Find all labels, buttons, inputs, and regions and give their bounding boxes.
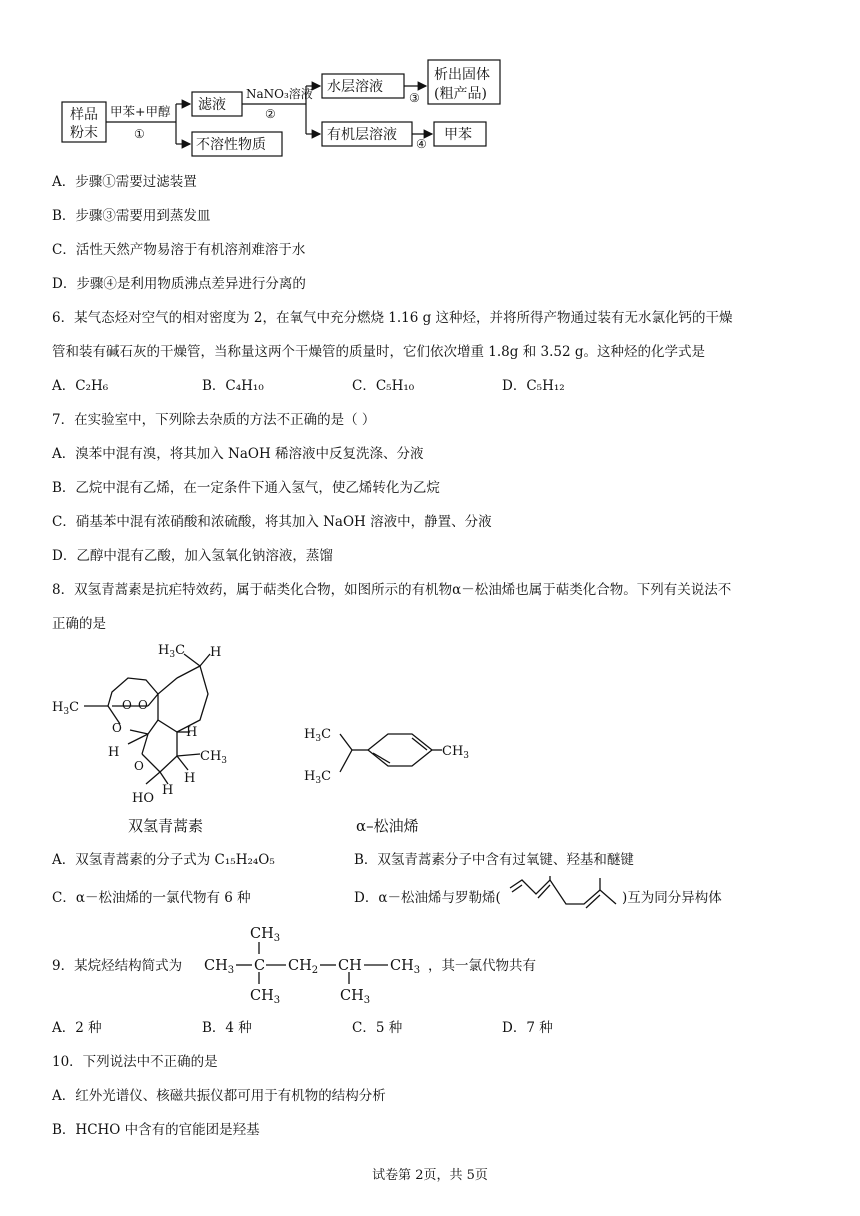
svg-text:O: O bbox=[112, 721, 122, 735]
flow-step1: ① bbox=[134, 127, 145, 141]
q9-stem-before: 9．某烷烃结构简式为 bbox=[52, 958, 183, 974]
q5-option-b: B．步骤③需要用到蒸发皿 bbox=[52, 208, 211, 224]
q6-option-c: C．C₅H₁₀ bbox=[352, 378, 415, 394]
q10-option-b: B．HCHO 中含有的官能团是羟基 bbox=[52, 1122, 260, 1138]
q5-option-a: A．步骤①需要过滤装置 bbox=[52, 174, 197, 190]
q8-stem-line1: 8．双氢青蒿素是抗疟特效药，属于萜类化合物，如图所示的有机物α－松油烯也属于萜类化合物。下列有关说法不 bbox=[52, 582, 732, 598]
alpha-terpinene-structure bbox=[300, 710, 480, 800]
q6-stem-line1: 6．某气态烃对空气的相对密度为 2，在氧气中充分燃烧 1.16 g 这种烃，并将所得产物通过装有无水氯化钙的干燥 bbox=[52, 310, 733, 326]
svg-text:H: H bbox=[210, 645, 222, 660]
svg-text:CH3: $CH_3$ bbox=[204, 958, 235, 976]
svg-text:CH3: $CH_3$ bbox=[442, 744, 470, 761]
svg-text:H3C: $H_3C$ bbox=[304, 727, 332, 744]
svg-text:CH3: $CH_3$ bbox=[340, 988, 371, 1006]
flow-step2: ② bbox=[265, 107, 276, 121]
q6-options bbox=[52, 376, 812, 396]
svg-text:O: O bbox=[122, 698, 132, 712]
separation-flowchart bbox=[60, 58, 510, 158]
svg-text:H: H bbox=[184, 771, 196, 786]
q9-stem-after: ，其一氯代物共有 bbox=[428, 958, 536, 974]
q10-option-a: A．红外光谱仪、核磁共振仪都可用于有机物的结构分析 bbox=[52, 1088, 386, 1104]
dihydroartemisinin-structure bbox=[50, 636, 270, 808]
q5-option-d: D．步骤④是利用物质沸点差异进行分离的 bbox=[52, 276, 306, 292]
svg-text:H3C: $H_3C$ bbox=[52, 700, 80, 717]
svg-text:C: C bbox=[254, 958, 266, 974]
svg-text:O: O bbox=[134, 759, 144, 773]
svg-text:CH2: $CH_2$ bbox=[288, 958, 319, 976]
q9-option-c: C．5 种 bbox=[352, 1020, 403, 1036]
q9-option-a: A．2 种 bbox=[52, 1020, 102, 1036]
flow-step4: ④ bbox=[416, 137, 427, 151]
q8-option-b: B．双氢青蒿素分子中含有过氧键、羟基和醚键 bbox=[354, 852, 634, 868]
flow-precipitate-2: (粗产品) bbox=[434, 86, 487, 102]
flow-precipitate-1: 析出固体 bbox=[434, 67, 490, 83]
q8-option-c: C．α－松油烯的一氯代物有 6 种 bbox=[52, 890, 251, 906]
svg-text:H3C: $H_3C$ bbox=[304, 769, 332, 786]
q8-stem-line2: 正确的是 bbox=[52, 616, 106, 632]
flow-toluene: 甲苯 bbox=[444, 127, 472, 143]
q7-stem: 7．在实验室中，下列除去杂质的方法不正确的是（ ） bbox=[52, 412, 376, 428]
page-footer: 试卷第 2页，共 5页 bbox=[372, 1168, 488, 1183]
mol1-caption: 双氢青蒿素 bbox=[128, 817, 204, 835]
q8-option-d-before: D．α－松油烯与罗勒烯( bbox=[354, 890, 501, 906]
svg-text:O: O bbox=[138, 698, 148, 712]
flow-organic-layer: 有机层溶液 bbox=[327, 127, 397, 143]
q9-option-b: B．4 种 bbox=[202, 1020, 252, 1036]
q5-option-c: C．活性天然产物易溶于有机溶剂难溶于水 bbox=[52, 242, 306, 258]
svg-text:H: H bbox=[186, 725, 198, 740]
svg-text:H: H bbox=[108, 745, 120, 760]
flow-solvent: 甲苯+甲醇 bbox=[110, 104, 171, 119]
flow-insoluble: 不溶性物质 bbox=[196, 137, 266, 153]
q8-option-d-after: )互为同分异构体 bbox=[622, 890, 722, 906]
svg-text:CH3: $CH_3$ bbox=[390, 958, 421, 976]
mol2-caption: α–松油烯 bbox=[356, 817, 419, 835]
flow-sample-2: 粉末 bbox=[70, 125, 98, 141]
svg-text:CH3: $CH_3$ bbox=[250, 926, 281, 944]
flow-sample-1: 样品 bbox=[70, 107, 98, 123]
q6-option-a: A．C₂H₆ bbox=[52, 378, 109, 394]
svg-text:CH3: $CH_3$ bbox=[200, 749, 228, 766]
flow-step3: ③ bbox=[409, 91, 420, 105]
q7-option-c: C．硝基苯中混有浓硝酸和浓硫酸，将其加入 NaOH 溶液中，静置、分液 bbox=[52, 514, 492, 530]
ocimene-structure bbox=[508, 876, 620, 916]
q7-option-a: A．溴苯中混有溴，将其加入 NaOH 稀溶液中反复洗涤、分液 bbox=[52, 446, 424, 462]
q6-option-b: B．C₄H₁₀ bbox=[202, 378, 264, 394]
flow-water-layer: 水层溶液 bbox=[327, 79, 383, 95]
q10-stem: 10．下列说法中不正确的是 bbox=[52, 1054, 218, 1070]
svg-text:CH: CH bbox=[338, 958, 362, 974]
q9-options bbox=[52, 1018, 812, 1038]
flow-filtrate: 滤液 bbox=[198, 97, 226, 113]
svg-text:H3C: $H_3C$ bbox=[158, 643, 186, 660]
svg-text:HO: HO bbox=[132, 791, 154, 806]
q7-option-b: B．乙烷中混有乙烯，在一定条件下通入氢气，使乙烯转化为乙烷 bbox=[52, 480, 440, 496]
q9-option-d: D．7 种 bbox=[502, 1020, 553, 1036]
svg-text:H: H bbox=[162, 783, 174, 798]
flow-reagent: NaNO₃溶液 bbox=[246, 87, 313, 101]
svg-text:CH3: $CH_3$ bbox=[250, 988, 281, 1006]
alkane-structure bbox=[200, 920, 430, 1010]
q7-option-d: D．乙醇中混有乙酸，加入氢氧化钠溶液，蒸馏 bbox=[52, 548, 333, 564]
q6-stem-line2: 管和装有碱石灰的干燥管，当称量这两个干燥管的质量时，它们依次增重 1.8g 和 3.52 g。这种烃的化学式是 bbox=[52, 344, 705, 360]
q8-option-a: A．双氢青蒿素的分子式为 C₁₅H₂₄O₅ bbox=[52, 852, 275, 868]
q6-option-d: D．C₅H₁₂ bbox=[502, 378, 565, 394]
